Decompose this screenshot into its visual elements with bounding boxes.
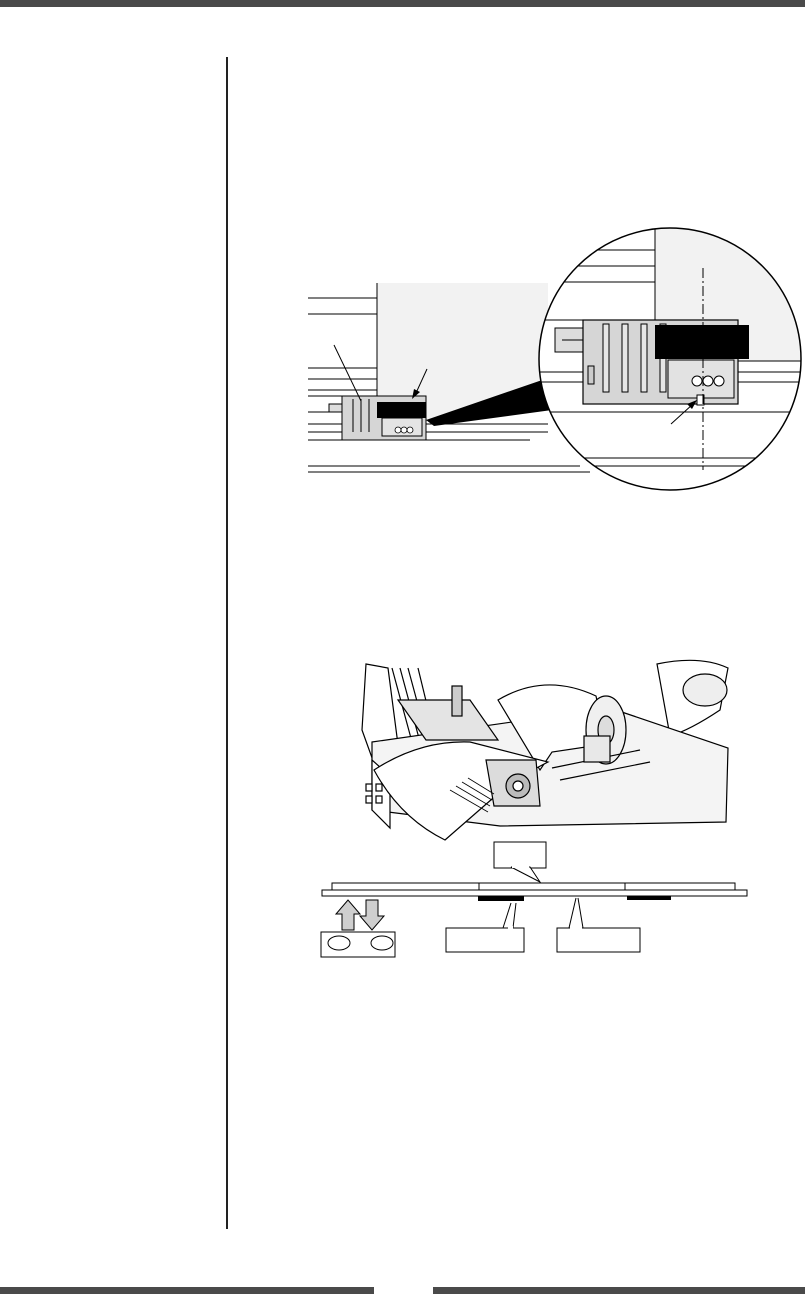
black-mark: [478, 896, 524, 901]
callout-box: [494, 842, 546, 868]
feed-up-arrow: [336, 900, 360, 930]
label-piece: [479, 883, 625, 890]
label-piece: [332, 883, 479, 890]
sensor-lens-icon: [371, 936, 393, 950]
callout-pointer: [511, 867, 540, 882]
label-piece: [625, 883, 735, 890]
sensor-lens-icon: [328, 936, 350, 950]
feed-down-arrow: [360, 900, 384, 930]
sensor-unit-small: [329, 396, 426, 440]
black-mark: [627, 896, 671, 900]
zoom-circle: [539, 228, 805, 490]
liner-strip: [322, 890, 747, 896]
label-strip-diagram: [321, 842, 747, 957]
mark-callout-box: [446, 928, 524, 952]
footer-bar-left: [0, 1287, 374, 1294]
footer-bar-right: [433, 1287, 805, 1294]
leader-line: [334, 345, 361, 401]
gap-callout-box: [557, 928, 640, 952]
sensor-detail-figure: [308, 228, 805, 490]
printer-illustration: [362, 660, 728, 840]
